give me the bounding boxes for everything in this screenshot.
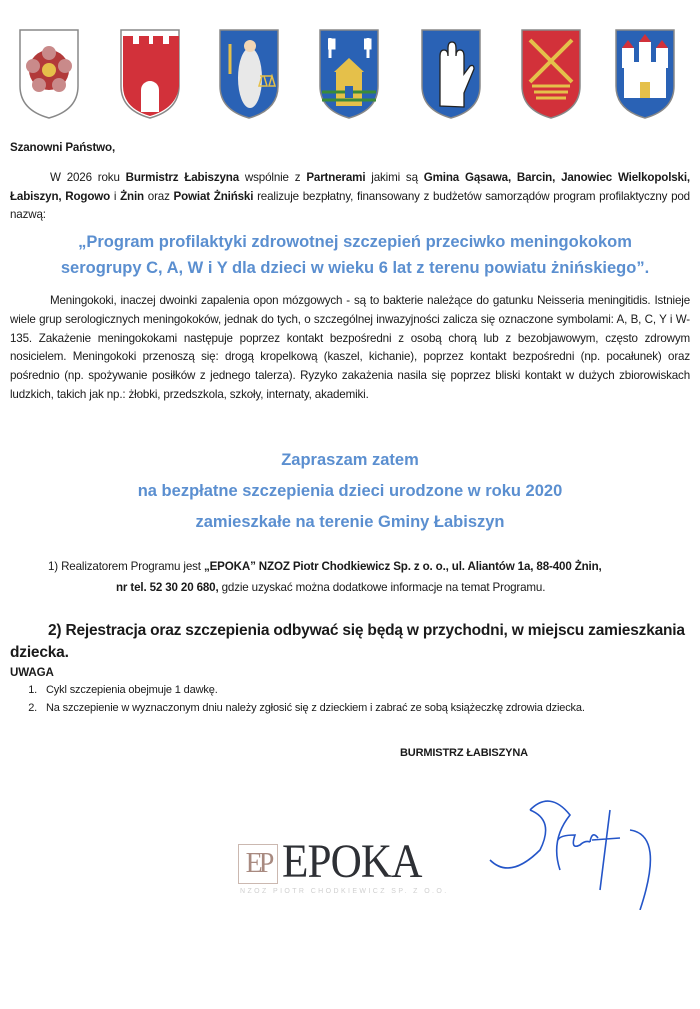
crest-gasawa-icon [16,26,82,122]
point-1-phone: nr tel. 52 30 20 680, [116,581,219,594]
logo-subtitle: NZOZ PIOTR CHODKIEWICZ SP. Z O.O. [240,888,449,895]
intro-bold-municipalities: Gmina Gąsawa, Barcin, Janowiec Wielkopolski, Łabiszyn, Rogowo [10,171,691,203]
intro-text: i [110,189,121,203]
greeting: Szanowni Państwo, [10,141,116,154]
point-1 [48,556,698,598]
crest-powiat-zninski-icon [216,26,282,122]
note-heading: UWAGA [10,666,54,679]
note-list [0,682,700,717]
signature-icon [480,780,680,910]
note-item: 2. Na szczepienie w wyznaczonym dniu należy zgłosić się z dzieckiem i zabrać ze sobą książeczkę zdrowia dziecka. [40,700,700,718]
program-title: „Program profilaktyki zdrowotnej szczepień przeciwko meningokokom serogrupy C, A, W i Y dla dzieci w wieku 6 lat z terenu powiatu żnińskiego”. [60,233,650,277]
coats-of-arms-row [0,26,700,126]
intro-text: jakimi są [365,171,424,184]
intro-bold-partners: Partnerami [306,171,366,184]
crest-janowiec-icon [316,26,382,122]
intro-text: W 2026 roku [50,171,126,184]
invitation-line-3: zamieszkałe na terenie Gminy Łabiszyn [195,513,505,531]
point-1-provider: „EPOKA” NZOZ Piotr Chodkiewicz Sp. z o. o., ul. Aliantów 1a, 88-400 Żnin, [203,560,602,573]
invitation-line-2: na bezpłatne szczepienia dzieci urodzone w roku 2020 [137,482,563,500]
point-2: 2) Rejestracja oraz szczepienia odbywać się będą w przychodni, w miejscu zamieszkania dziecka. [10,622,685,661]
crest-labiszyn-icon [418,26,484,122]
intro-text: oraz [143,189,174,203]
crest-barcin-icon [117,26,183,122]
signatory: BURMISTRZ ŁABISZYNA [400,747,528,759]
logo-mark: EP [238,844,278,884]
invitation-line-1: Zapraszam zatem [281,451,419,469]
point-1-text: 1) Realizatorem Programu jest [48,560,204,573]
crest-rogowo-icon [518,26,584,122]
info-paragraph: Meningokoki, inaczej dwoinki zapalenia opon mózgowych - są to bakterie należące do gatunku Neisseria meningitidis. Istnieje wiele grup serologicznych meningokoków, jednak do tych, o szczególnej inwazyjności zalicza się oznaczone symbolami: A, B, C, Y i W-135. Zakażenie meningokokami następuje poprzez kontakt bezpośredni z osobą chorą lub z bezobjawowym, często zdrowym nosicielem. Meningokoki przenoszą się: drogą kropelkową (kaszel, kichanie), poprzez kontakt bezpośredni (np. pocałunek) oraz pośrednio (np. spożywanie posiłków z jednego talerza). Ryzyko zakażenia nasila się poprzez bliski kontakt w dużych zbiorowiskach ludzkich, takich jak np.: żłobki, przedszkola, szkoły, internaty, akademiki. [10,294,690,401]
intro-paragraph [10,169,690,225]
intro-bold-mayor: Burmistrz Łabiszyna [125,171,240,184]
point-1-text: gdzie uzyskać można dodatkowe informacje na temat Programu. [218,581,546,594]
epoka-logo [238,835,458,898]
intro-bold-znin: Żnin [120,189,144,203]
intro-text: wspólnie z [239,171,307,184]
logo-name: EPOKA [282,835,422,888]
intro-text: realizuje bezpłatny, finansowany z budżetów samorządów program profilaktyczny pod nazwą: [10,189,690,221]
invitation [0,445,700,538]
note-item: 1. Cykl szczepienia obejmuje 1 dawkę. [40,682,700,700]
intro-bold-county: Powiat Żniński [173,189,254,203]
crest-znin-icon [612,26,678,122]
